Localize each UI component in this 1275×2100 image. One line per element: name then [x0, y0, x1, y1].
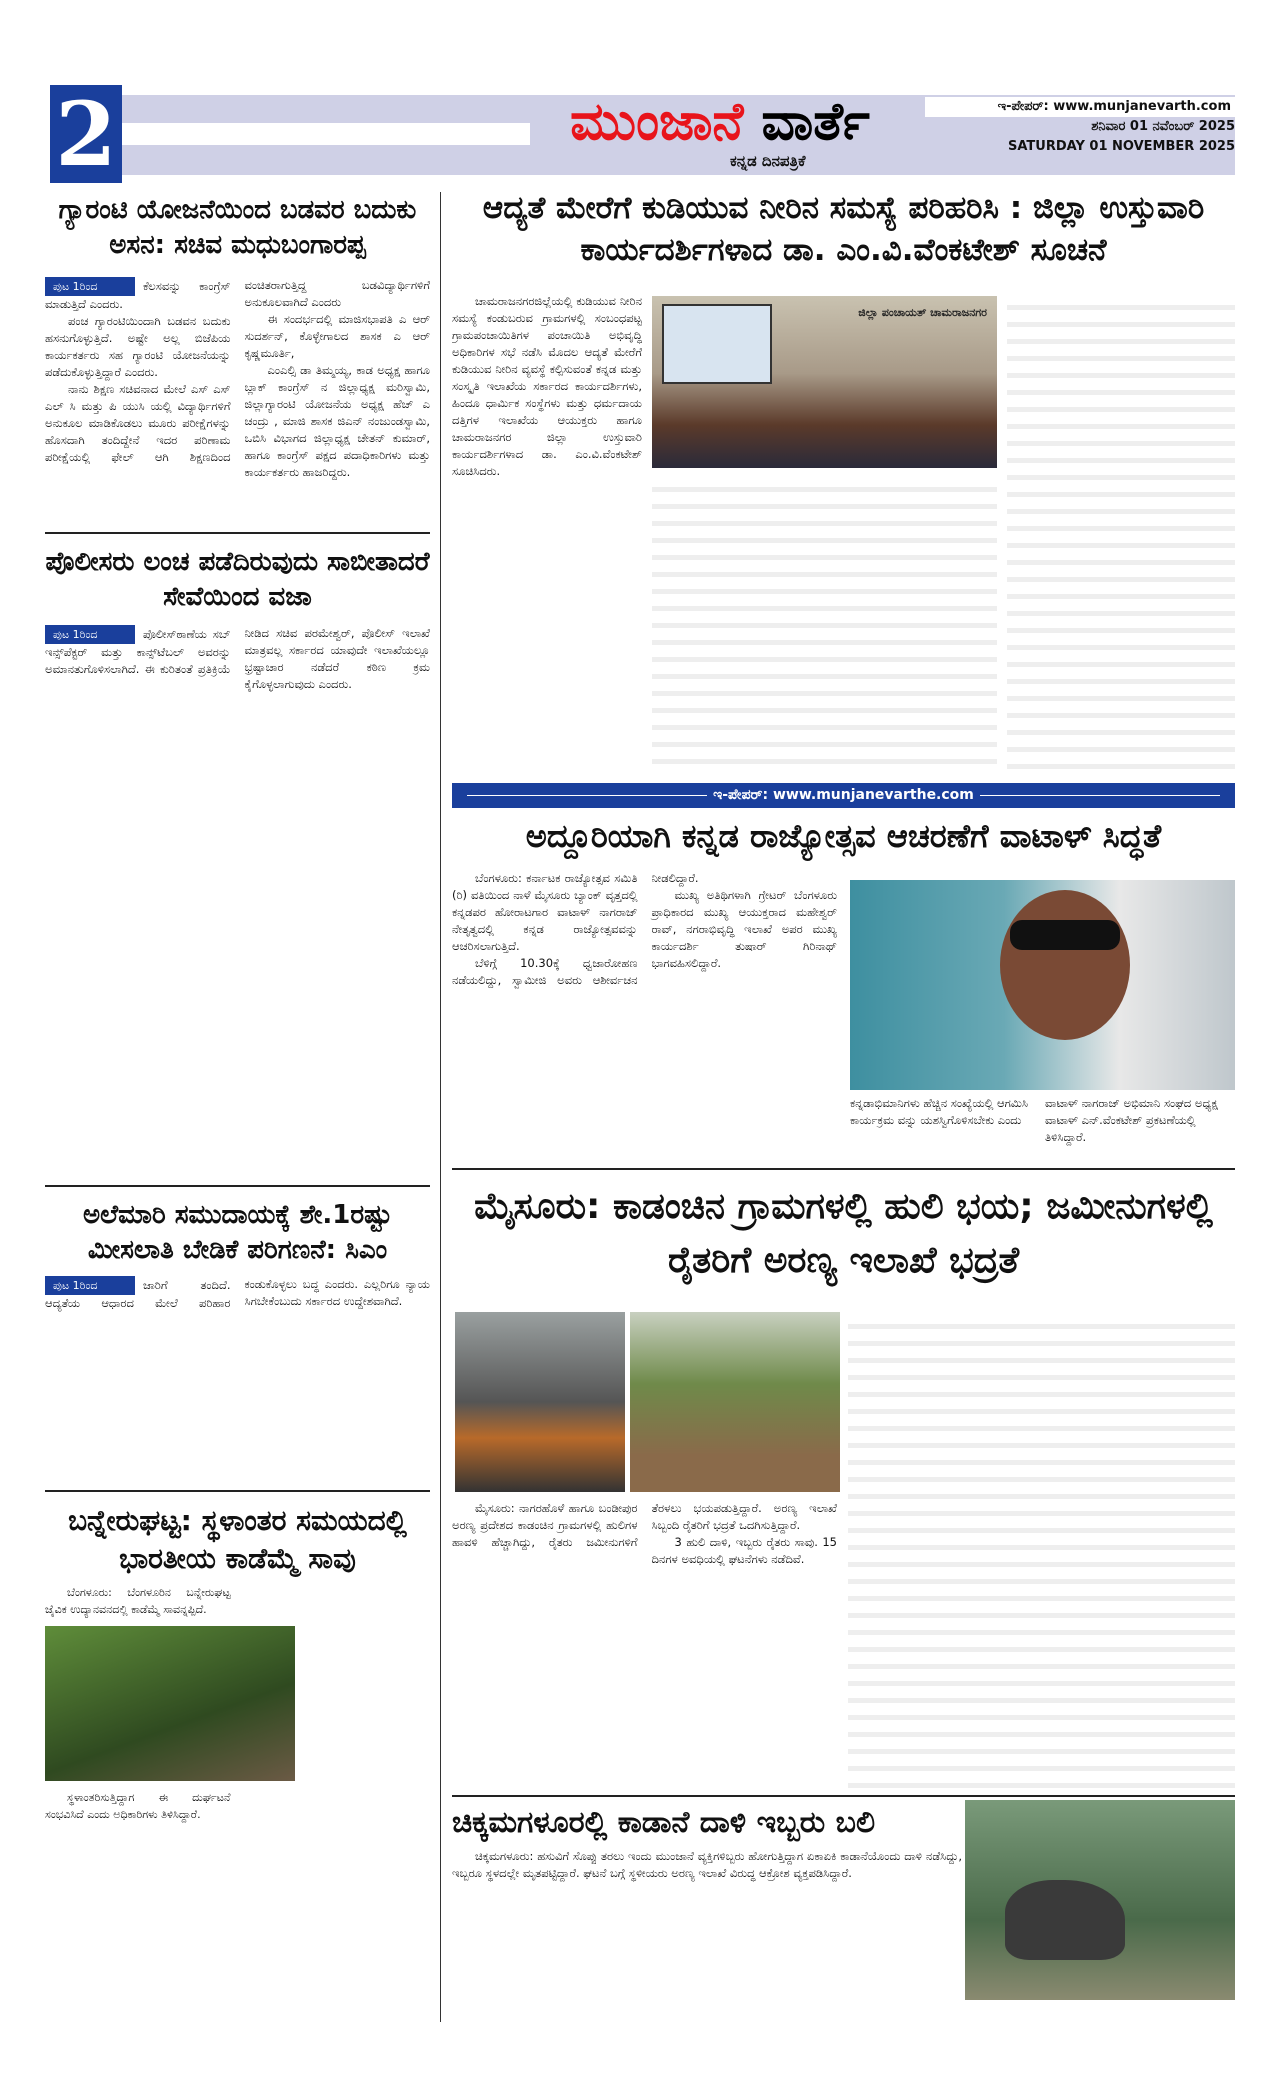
article-police [45, 545, 430, 1165]
body-text: ಎಂಎಲ್ಸಿ ಡಾ ತಿಮ್ಮಯ್ಯ, ಕಾಡ ಅಧ್ಯಕ್ಷ ಹಾಗೂ ಬ್ಲಾಕ್ ಕಾಂಗ್ರೆಸ್ ನ ಜಿಲ್ಲಾಧ್ಯಕ್ಷ ಮರಿಸ್ವಾಮಿ, ಜಿಲ್ಲಾಗ್ಯಾರಂಟಿ ಯೋಜನೆಯ ಅಧ್ಯಕ್ಷ ಹೆಚ್ ಎ ಚಂದ್ರು , ಮಾಜಿ ಶಾಸಕ ಜಿಎನ್ ನಂಜುಂಡಸ್ವಾಮಿ, ಒಬಿಸಿ ವಿಭಾಗದ ಜಿಲ್ಲಾಧ್ಯಕ್ಷ ಚೇತನ್ ಕುಮಾರ್, ಹಾಗೂ ಕಾಂಗ್ರೆಸ್ ಪಕ್ಷದ ಪದಾಧಿಕಾರಿಗಳು ಮತ್ತು ಕಾರ್ಯಕರ್ತರು ಹಾಜರಿದ್ದರು. [244, 363, 430, 480]
body-text: ಬೆಳಿಗ್ಗೆ 10.30ಕ್ಕೆ ಧ್ವಜಾರೋಹಣ ನಡೆಯಲಿದ್ದು, ಸ್ವಾಮೀಜಿ ಅವರು ಆಶೀರ್ವಚನ ನೀಡಲಿದ್ದಾರೆ. [452, 871, 699, 987]
headline: ಬನ್ನೇರುಘಟ್ಟ: ಸ್ಥಳಾಂತರ ಸಮಯದಲ್ಲಿ ಭಾರತೀಯ ಕಾಡೆಮ್ಮೆ ಸಾವು [68, 1504, 407, 1575]
sign-text: ಜಿಲ್ಲಾ ಪಂಚಾಯತ್ ಚಾಮರಾಜನಗರ [858, 306, 987, 319]
headline: ಮೈಸೂರು: ಕಾಡಂಚಿನ ಗ್ರಾಮಗಳಲ್ಲಿ ಹುಲಿ ಭಯ; ಜಮೀನುಗಳಲ್ಲಿ ರೈತರಿಗೆ ಅರಣ್ಯ ಇಲಾಖೆ ಭದ್ರತೆ [474, 1186, 1213, 1281]
column-divider [440, 192, 441, 2022]
body-text: 3 ಹುಲಿ ದಾಳಿ, ಇಬ್ಬರು ರೈತರು ಸಾವು. 15 ದಿನಗಳ ಅವಧಿಯಲ್ಲಿ ಘಟನೆಗಳು ನಡೆದಿವೆ. [651, 1535, 837, 1566]
body-text: ಕೆಲಸವನ್ನು ಕಾಂಗ್ರೆಸ್ ಮಾಡುತ್ತಿದೆ ಎಂದರು. [45, 279, 231, 312]
main-body-col2-3 [652, 475, 997, 775]
body-text: ಮುಖ್ಯ ಅತಿಥಿಗಳಾಗಿ ಗ್ರೇಟರ್ ಬೆಂಗಳೂರು ಪ್ರಾಧಿಕಾರದ ಮುಖ್ಯ ಆಯುಕ್ತರಾದ ಮಹೇಶ್ವರ್ ರಾವ್, ನಗರಾಭಿವೃದ್ಧಿ ಇಲಾಖೆ ಅಪರ ಮುಖ್ಯ ಕಾರ್ಯದರ್ಶಿ ತುಷಾರ್ ಗಿರಿನಾಥ್ ಭಾಗವಹಿಸಲಿದ್ದಾರೆ. [651, 888, 837, 970]
article-alemari [45, 1198, 430, 1466]
body-text: ಜಾರಿಗೆ ತಂದಿದೆ. ಆದ್ಯತೆಯ ಆಧಾರದ ಮೇಲೆ ಪರಿಹಾರ ಕಂಡುಕೊಳ್ಳಲು ಬದ್ಧ ಎಂದರು. ಎಲ್ಲರಿಗೂ ನ್ಯಾಯ ಸಿಗಬೇಕೆಂಬುದು ಸರ್ಕಾರದ ಉದ್ದೇಶವಾಗಿದೆ. [45, 1277, 430, 1311]
headline: ಪೊಲೀಸರು ಲಂಚ ಪಡೆದಿರುವುದು ಸಾಬೀತಾದರೆ ಸೇವೆಯಿಂದ ವಜಾ [45, 547, 430, 613]
body-text: ಚಾಮರಾಜನಗರಜಿಲ್ಲೆಯಲ್ಲಿ ಕುಡಿಯುವ ನೀರಿನ ಸಮಸ್ಯೆ ಕಂಡುಬರುವ ಗ್ರಾಮಗಳಲ್ಲಿ ಸಂಬಂಧಪಟ್ಟ ಗ್ರಾಮಪಂಚಾಯಿತಿಗಳ ಪಂಚಾಯಿತಿ ಅಭಿವೃದ್ಧಿ ಅಧಿಕಾರಿಗಳ ಸಭೆ ನಡೆಸಿ ಮೊದಲ ಆದ್ಯತೆ ಮೇರೆಗೆ ಕುಡಿಯುವ ನೀರಿನ ವ್ಯವಸ್ಥೆ ಕಲ್ಪಿಸುವಂತೆ ಕನ್ನಡ ಮತ್ತು ಸಂಸ್ಕೃತಿ ಇಲಾಖೆಯ ಸರ್ಕಾರದ ಕಾರ್ಯದರ್ಶಿಗಳು, ಹಿಂದೂ ಧಾರ್ಮಿಕ ಸಂಸ್ಥೆಗಳು ಮತ್ತು ಧರ್ಮದಾಯ ದತ್ತಿಗಳ ಇಲಾಖೆಯ ಆಯುಕ್ತರು ಹಾಗೂ ಚಾಮರಾಜನಗರ ಜಿಲ್ಲಾ ಉಸ್ತುವಾರಿ ಕಾರ್ಯದರ್ಶಿಗಳಾದ ಡಾ. ಎಂ.ವಿ.ವೆಂಕಟೇಶ್ ಸೂಚಿಸಿದರು. [452, 294, 642, 478]
headline: ಅದ್ದೂರಿಯಾಗಿ ಕನ್ನಡ ರಾಜ್ಯೋತ್ಸವ ಆಚರಣೆಗೆ ವಾಟಾಳ್ ಸಿದ್ಧತೆ [525, 817, 1162, 855]
logo-part1: ಮುಂಜಾನೆ [570, 92, 744, 152]
body-text: ಈ ಸಂದರ್ಭದಲ್ಲಿ ಮಾಜಿಸಭಾಪತಿ ಎ ಆರ್ ಸುದರ್ಶನ್, ಕೊಳ್ಳೇಗಾಲದ ಶಾಸಕ ಎ ಆರ್ ಕೃಷ್ಣಮೂರ್ತಿ, [244, 312, 430, 361]
rajyotsava-body [452, 870, 837, 1170]
elephant-photo [965, 1800, 1235, 2000]
main-body-col1 [452, 293, 642, 773]
caption: ಕನ್ನಡಾಭಿಮಾನಿಗಳು ಹೆಚ್ಚಿನ ಸಂಖ್ಯೆಯಲ್ಲಿ ಆಗಮಿಸಿ ಕಾರ್ಯಕ್ರಮ ವನ್ನು ಯಶಸ್ವಿಗೊಳಿಸಬೇಕು ಎಂದು [850, 1096, 1028, 1127]
article-drinking-water [452, 188, 1235, 272]
body-text: ನಾನು ಶಿಕ್ಷಣ ಸಚಿವನಾದ ಮೇಲೆ ಎಸ್ ಎಸ್ ಎಲ್ ಸಿ ಮತ್ತು ಪಿ ಯುಸಿ ಯಲ್ಲಿ ವಿದ್ಯಾರ್ಥಿಗಳಿಗೆ ಅನುಕೂಲ ಮಾಡಿಕೊಡಲು ಮೂರು ಪರೀಕ್ಷೆಗಳನ್ನು ಹೊಸದಾಗಿ ತಂದಿದ್ದೇನೆ ಇದರ ಪರಿಣಾಮ ಪರೀಕ್ಷೆಯಲ್ಲಿ ಫೇಲ್ ಆಗಿ ಶಿಕ್ಷಣದಿಂದ ವಂಚಿತರಾಗುತ್ತಿದ್ದ ಬಡವಿದ್ಯಾರ್ಥಿಗಳಿಗೆ ಅನುಕೂಲವಾಗಿದೆ ಎಂದರು [45, 278, 430, 465]
headline: ಗ್ಯಾರಂಟಿ ಯೋಜನೆಯಿಂದ ಬಡವರ ಬದುಕು ಅಸನ: ಸಚಿವ ಮಧುಬಂಗಾರಪ್ಪ [58, 195, 417, 261]
tiger-photo [455, 1312, 625, 1492]
vatal-nagaraj-photo [850, 880, 1235, 1090]
tagline: ಕನ್ನಡ ದಿನಪತ್ರಿಕೆ [730, 152, 806, 170]
body-text: ಬೆಂಗಳೂರು: ಕರ್ನಾಟಕ ರಾಜ್ಯೋತ್ಸವ ಸಮಿತಿ (ರಿ) ವತಿಯಿಂದ ನಾಳೆ ಮೈಸೂರು ಬ್ಯಾಂಕ್ ವೃತ್ತದಲ್ಲಿ ಕನ್ನಡಪರ ಹೋರಾಟಗಾರ ವಾಟಾಳ್ ನಾಗರಾಜ್ ನೇತೃತ್ವದಲ್ಲಿ ಕನ್ನಡ ರಾಜ್ಯೋತ್ಸವವನ್ನು ಆಚರಿಸಲಾಗುತ್ತಿದೆ. [452, 871, 638, 953]
date-kannada: ಶನಿವಾರ 01 ನವೆಂಬರ್ 2025 [1091, 119, 1235, 134]
newspaper-logo [540, 92, 900, 152]
body-text: ಮೈಸೂರು: ನಾಗರಹೊಳೆ ಹಾಗೂ ಬಂಡೀಪುರ ಅರಣ್ಯ ಪ್ರದೇಶದ ಕಾಡಂಚಿನ ಗ್ರಾಮಗಳಲ್ಲಿ ಹುಲಿಗಳ ಹಾವಳಿ ಹೆಚ್ಚಾಗಿದ್ದು, ರೈತರು ಜಮೀನುಗಳಿಗೆ ತೆರಳಲು ಭಯಪಡುತ್ತಿದ್ದಾರೆ. ಅರಣ್ಯ ಇಲಾಖೆ ಸಿಬ್ಬಂದಿ ರೈತರಿಗೆ ಭದ್ರತೆ ಒದಗಿಸುತ್ತಿದ್ದಾರೆ. [452, 1501, 837, 1549]
headline: ಆದ್ಯತೆ ಮೇರೆಗೆ ಕುಡಿಯುವ ನೀರಿನ ಸಮಸ್ಯೆ ಪರಿಹರಿಸಿ : ಜಿಲ್ಲಾ ಉಸ್ತುವಾರಿ ಕಾರ್ಯದರ್ಶಿಗಳಾದ ಡಾ. ಎಂ.ವಿ.ವೆಂಕಟೇಶ್ ಸೂಚನೆ [482, 190, 1205, 268]
article-bannerghatta [45, 1502, 430, 1823]
body-text: ಪೊಲೀಸ್‌ಠಾಣೆಯ ಸಬ್ ಇನ್ಸ್‌ಪೆಕ್ಟರ್ ಮತ್ತು ಕಾನ್ಸ್‌ಟೆಬಲ್ ಅವರನ್ನು ಅಮಾನತುಗೊಳಿಸಲಾಗಿದೆ. ಈ ಕುರಿತಂತೆ ಪ್ರತಿಕ್ರಿಯೆ ನೀಡಿದ ಸಚಿವ ಪರಮೇಶ್ವರ್, ಪೊಲೀಸ್ ಇಲಾಖೆ ಮಾತ್ರವಲ್ಲ ಸರ್ಕಾರದ ಯಾವುದೇ ಇಲಾಖೆಯಲ್ಲೂ ಭ್ರಷ್ಟಾಚಾರ ನಡೆದರೆ ಕಠಿಣ ಕ್ರಮ ಕೈಗೊಳ್ಳಲಾಗುವುದು ಎಂದರು. [45, 626, 430, 692]
sunglasses [1010, 920, 1120, 950]
article-elephant [452, 1803, 962, 1882]
epaper-link[interactable]: ಇ-ಪೇಪರ್: www.munjanevarth.com [925, 97, 1235, 117]
article-guarantee [45, 193, 430, 507]
continued-badge: ಪುಟ 1ರಿಂದ [45, 1276, 135, 1295]
body-text: ಪಂಚ ಗ್ಯಾರಂಟಿಯಿಂದಾಗಿ ಬಡವನ ಬದುಕು ಹಸನುಗೊಳ್ಳುತ್ತಿದೆ. ಅಷ್ಟೇ ಅಲ್ಲ ಬಿಜೆಪಿಯ ಕಾರ್ಯಕರ್ತರು ಸಹ ಗ್ಯಾರಂಟಿ ಯೋಜನೆಯನ್ನು ಪಡೆದುಕೊಳ್ಳುತ್ತಿದ್ದಾರೆ ಎಂದರು. [45, 314, 231, 380]
headline: ಚಿಕ್ಕಮಗಳೂರಲ್ಲಿ ಕಾಡಾನೆ ದಾಳಿ ಇಬ್ಬರು ಬಲಿ [452, 1805, 876, 1840]
tiger-body [452, 1500, 837, 1790]
continued-badge: ಪುಟ 1ರಿಂದ [45, 625, 135, 644]
tiger-body-cont [848, 1312, 1235, 1790]
page-number: 2 [50, 85, 122, 183]
projector-screen [662, 304, 772, 384]
divider [45, 1490, 430, 1492]
main-body-col4 [1007, 293, 1235, 773]
bison-photo [45, 1626, 295, 1781]
continued-badge: ಪುಟ 1ರಿಂದ [45, 277, 135, 296]
forest-guards-photo [630, 1312, 840, 1492]
article-rajyotsava [452, 815, 1235, 858]
elephant-shape [1005, 1880, 1125, 1960]
body-text: ಬೆಂಗಳೂರು: ಬೆಂಗಳೂರಿನ ಬನ್ನೇರುಘಟ್ಟ ಜೈವಿಕ ಉದ್ಯಾನವನದಲ್ಲಿ ಕಾಡೆಮ್ಮೆ ಸಾವನ್ನಪ್ಪಿದೆ. [45, 1585, 231, 1616]
logo-part2: ವಾರ್ತೆ [761, 92, 870, 152]
divider [452, 1168, 1235, 1170]
body-text: ಸ್ಥಳಾಂತರಿಸುತ್ತಿದ್ದಾಗ ಈ ದುರ್ಘಟನೆ ಸಂಭವಿಸಿದೆ ಎಂದು ಅಧಿಕಾರಿಗಳು ತಿಳಿಸಿದ್ದಾರೆ. [45, 1790, 231, 1821]
article-tiger [452, 1180, 1235, 1288]
portrait-face [1000, 890, 1130, 1040]
epaper-banner[interactable]: ಇ-ಪೇಪರ್: www.munjanevarthe.com [452, 783, 1235, 808]
divider [45, 532, 430, 534]
body-text: ಚಿಕ್ಕಮಗಳೂರು: ಹಸುವಿಗೆ ಸೊಪ್ಪು ತರಲು ಇಂದು ಮುಂಜಾನೆ ವ್ಯಕ್ತಿಗಳಿಬ್ಬರು ಹೋಗುತ್ತಿದ್ದಾಗ ಏಕಾಏಕಿ ಕಾಡಾನೆಯೊಂದು ದಾಳಿ ನಡೆಸಿದ್ದು, ಇಬ್ಬರೂ ಸ್ಥಳದಲ್ಲೇ ಮೃತಪಟ್ಟಿದ್ದಾರೆ. ಘಟನೆ ಬಗ್ಗೆ ಸ್ಥಳೀಯರು ಅರಣ್ಯ ಇಲಾಖೆ ವಿರುದ್ಧ ಆಕ್ರೋಶ ವ್ಯಕ್ತಪಡಿಸಿದ್ದಾರೆ. [452, 1848, 962, 1880]
divider [452, 1795, 1235, 1797]
caption: ವಾಟಾಳ್ ನಾಗರಾಜ್ ಅಭಿಮಾನಿ ಸಂಘದ ಅಧ್ಯಕ್ಷ ವಾಟಾಳ್ ಎನ್.ವೆಂಕಟೇಶ್ ಪ್ರಕಟಣೆಯಲ್ಲಿ ತಿಳಿಸಿದ್ದಾರೆ. [1045, 1096, 1218, 1144]
divider [45, 1185, 430, 1187]
masthead-info [925, 97, 1235, 157]
meeting-photo [652, 296, 997, 468]
date-english: SATURDAY 01 NOVEMBER 2025 [1008, 139, 1235, 154]
headline: ಅಲೆಮಾರಿ ಸಮುದಾಯಕ್ಕೆ ಶೇ.1ರಷ್ಟು ಮೀಸಲಾತಿ ಬೇಡಿಕೆ ಪರಿಗಣನೆ: ಸಿಎಂ [83, 1200, 392, 1266]
